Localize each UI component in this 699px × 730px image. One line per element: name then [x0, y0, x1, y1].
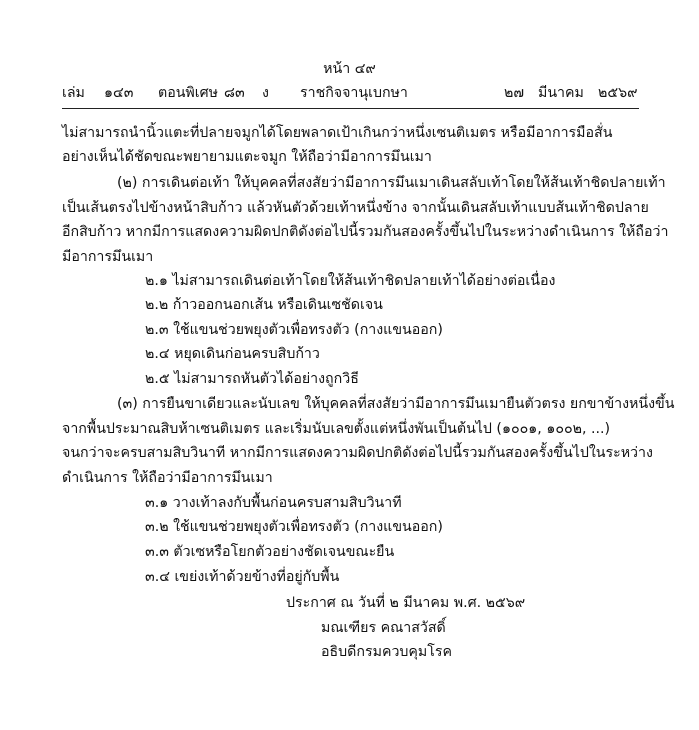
list-item-3-2: ๓.๒ ใช้แขนช่วยพยุงตัวเพื่อทรงตัว (กางแขนออก) [145, 519, 443, 535]
announcement-date: ประกาศ ณ วันที่ ๒ มีนาคม พ.ศ. ๒๕๖๙ [286, 595, 526, 611]
paragraph-3-line: จากพื้นประมาณสิบห้าเซนติเมตร และเริ่มนับเลขตั้งแต่หนึ่งพันเป็นต้นไป (๑๐๐๑, ๑๐๐๒, ...) [62, 421, 611, 437]
paragraph-2-line: เป็นเส้นตรงไปข้างหน้าสิบก้าว แล้วหันตัวด้วยเท้าหนึ่งข้าง จากนั้นเดินสลับเท้าแบบส้นเท้าชิดปลาย [62, 200, 649, 216]
signatory-position: อธิบดีกรมควบคุมโรค [321, 644, 452, 660]
volume-label: เล่ม [62, 85, 85, 101]
volume-number: ๑๔๓ [104, 85, 134, 101]
list-item-2-4: ๒.๔ หยุดเดินก่อนครบสิบก้าว [145, 346, 320, 362]
date-year: ๒๕๖๙ [598, 85, 638, 101]
header-rule [62, 108, 639, 109]
gazette-name: ราชกิจจานุเบกษา [300, 85, 408, 101]
paragraph-1-line: อย่างเห็นได้ชัดขณะพยายามแตะจมูก ให้ถือว่ามีอาการมึนเมา [62, 149, 432, 165]
section-label: ตอนพิเศษ [158, 85, 218, 101]
list-item-2-1: ๒.๑ ไม่สามารถเดินต่อเท้าโดยให้ส้นเท้าชิดปลายเท้าได้อย่างต่อเนื่อง [145, 273, 556, 289]
date-month: มีนาคม [538, 85, 584, 101]
signatory-name: มณเฑียร คณาสวัสดิ์ [321, 620, 446, 636]
list-item-2-3: ๒.๓ ใช้แขนช่วยพยุงตัวเพื่อทรงตัว (กางแขนออก) [145, 322, 443, 338]
paragraph-3-line: ดำเนินการ ให้ถือว่ามีอาการมึนเมา [62, 470, 273, 486]
page-number: หน้า ๔๙ [323, 61, 376, 77]
paragraph-2-line: มีอาการมึนเมา [62, 249, 154, 265]
list-item-2-5: ๒.๕ ไม่สามารถหันตัวได้อย่างถูกวิธี [145, 371, 359, 387]
date-day: ๒๗ [504, 85, 525, 101]
list-item-2-2: ๒.๒ ก้าวออกนอกเส้น หรือเดินเซชัดเจน [145, 297, 383, 313]
section-suffix: ง [262, 85, 269, 101]
list-item-3-1: ๓.๑ วางเท้าลงกับพื้นก่อนครบสามสิบวินาที [145, 495, 402, 511]
paragraph-2-line: อีกสิบก้าว หากมีการแสดงความผิดปกติดังต่อไปนี้รวมกันสองครั้งขึ้นไปในระหว่างดำเนินการ ให้ถือว่า [62, 224, 669, 240]
section-number: ๘๓ [224, 85, 245, 101]
list-item-3-3: ๓.๓ ตัวเซหรือโยกตัวอย่างชัดเจนขณะยืน [145, 544, 395, 560]
list-item-3-4: ๓.๔ เขย่งเท้าด้วยข้างที่อยู่กับพื้น [145, 569, 340, 585]
paragraph-2-line: (๒) การเดินต่อเท้า ให้บุคคลที่สงสัยว่ามีอาการมึนเมาเดินสลับเท้าโดยให้ส้นเท้าชิดปลายเท้า [117, 175, 666, 191]
paragraph-1-line: ไม่สามารถนำนิ้วแตะที่ปลายจมูกได้โดยพลาดเป้าเกินกว่าหนึ่งเซนติเมตร หรือมีอาการมือสั่น [62, 125, 613, 141]
paragraph-3-line: (๓) การยืนขาเดียวและนับเลข ให้บุคคลที่สงสัยว่ามีอาการมึนเมายืนตัวตรง ยกขาข้างหนึ่งขึ้น [117, 396, 675, 412]
paragraph-3-line: จนกว่าจะครบสามสิบวินาที หากมีการแสดงความผิดปกติดังต่อไปนี้รวมกันสองครั้งขึ้นไปในระหว่าง [62, 445, 653, 461]
